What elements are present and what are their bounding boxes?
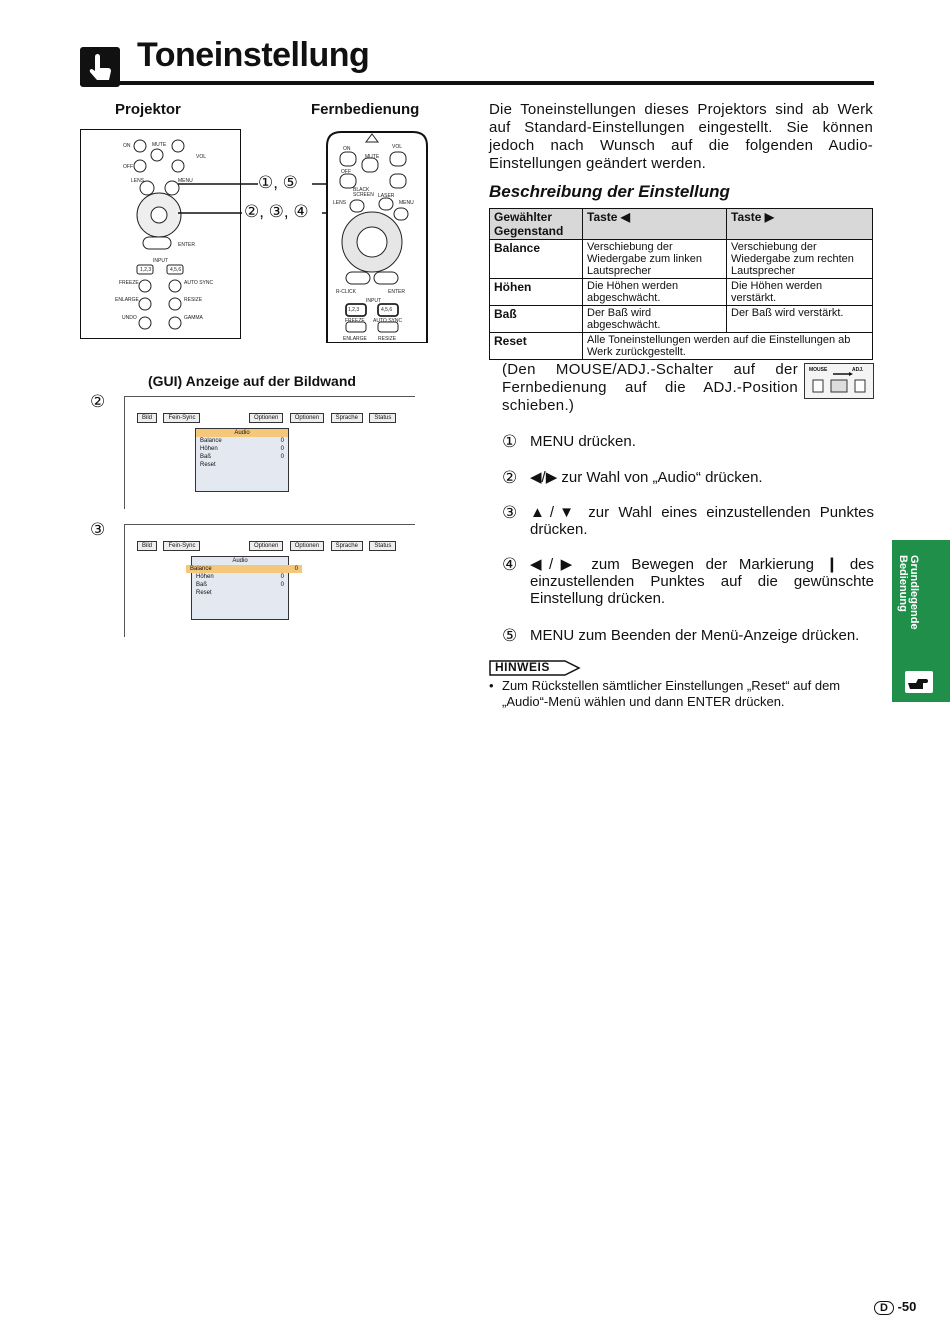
table-cell-right: Der Baß wird verstärkt.: [727, 306, 873, 333]
gui-menubar: [137, 534, 398, 552]
menu-tab-fein-sync: Fein-Sync: [163, 541, 200, 551]
table-cell-left: Verschiebung der Wiedergabe zum linken Lautsprecher: [583, 240, 727, 279]
page-title: Toneinstellung: [137, 36, 370, 74]
switch-adj-label: ADJ.: [852, 367, 864, 373]
remote-enter-label: ENTER: [388, 289, 405, 295]
remote-autosync-label: AUTO SYNC: [373, 318, 403, 324]
intro-paragraph: Die Toneinstellungen dieses Projektors sind ab Werk auf Standard-Einstellungen eingestellt. Sie können jedoch nach Wunsch auf die folgenden Audio-Einstellungen geändert werden.: [489, 101, 873, 172]
table-cell-item: Reset: [490, 333, 583, 360]
audio-row-hoehen: [196, 445, 288, 453]
mouse-adj-note: (Den MOUSE/ADJ.-Schalter auf der Fernbedienung auf die ADJ.-Position schieben.): [502, 361, 798, 414]
step-text: MENU zum Beenden der Menü-Anzeige drücken.: [530, 627, 860, 644]
menu-tab-bild: Bild: [137, 413, 157, 423]
callout-1-5: ①, ⑤: [258, 173, 298, 192]
remote-label: Fernbedienung: [311, 101, 420, 118]
remote-laser-label: LASER: [378, 193, 395, 199]
table-row: [490, 240, 873, 279]
projector-label: Projektor: [115, 101, 181, 118]
title-rule: [80, 81, 874, 85]
screen-step-3-number: ③: [90, 520, 106, 539]
proj-enlarge-label: ENLARGE: [115, 297, 139, 303]
audio-row-hoehen: [192, 573, 288, 581]
audio-menu-box: [190, 556, 298, 620]
hand-pointer-icon: [905, 671, 933, 693]
step-1: [502, 433, 874, 450]
menu-tab-bild: Bild: [137, 541, 157, 551]
proj-lens-label: LENS: [131, 178, 145, 184]
hinweis-note: [489, 678, 873, 710]
remote-input-label: INPUT: [366, 298, 381, 304]
table-cell-reset-desc: Alle Toneinstellungen werden auf die Einstellungen ab Werk zurückgestellt.: [583, 333, 873, 360]
table-header-row: [490, 209, 873, 240]
table-header-right-key: Taste ▶: [727, 209, 873, 240]
row-value: 0: [280, 454, 284, 460]
remote-control: [322, 128, 432, 343]
proj-123-label: 1,2,3: [140, 267, 152, 273]
table-cell-item: Baß: [490, 306, 583, 333]
gui-screen-audio-menu: [124, 396, 415, 509]
table-cell-item: Höhen: [490, 279, 583, 306]
side-tab-label: Grundlegende Bedienung: [897, 555, 920, 630]
proj-resize-label: RESIZE: [184, 297, 203, 303]
remote-on-label: ON: [343, 146, 351, 152]
row-value: 0: [280, 574, 284, 580]
table-row: [490, 333, 873, 360]
row-value: 0: [280, 438, 284, 444]
gui-menubar: [137, 406, 398, 424]
audio-row-bass: [196, 453, 288, 461]
step-text: ◀/▶ zur Wahl von „Audio“ drücken.: [530, 469, 763, 486]
proj-mute-label: MUTE: [152, 142, 167, 148]
section-title: Beschreibung der Einstellung: [489, 182, 730, 201]
gui-title: (GUI) Anzeige auf der Bildwand: [148, 373, 356, 389]
step-text: ▲/▼ zur Wahl eines einzustellenden Punktes drücken.: [530, 504, 874, 538]
row-label: Balance: [200, 438, 222, 444]
proj-enter-label: ENTER: [178, 242, 195, 248]
audio-menu-box: [195, 428, 289, 492]
menu-tab-optionen-2: Optionen: [290, 541, 324, 551]
step-2: [502, 469, 874, 486]
screen-step-2-number: ②: [90, 392, 106, 411]
menu-tab-status: Status: [369, 541, 396, 551]
audio-row-balance-selected: [186, 565, 302, 573]
remote-enlarge-label: ENLARGE: [343, 336, 367, 342]
row-value: 0: [280, 582, 284, 588]
switch-slider-icon: [809, 372, 869, 394]
hinweis-note-text: Zum Rückstellen sämtlicher Einstellungen „Reset“ auf dem „Audio“-Menü wählen und dann ENTER drücken.: [502, 678, 841, 709]
row-value: 0: [280, 446, 284, 452]
proj-vol-label: VOL: [196, 154, 207, 160]
step-number: ④: [502, 555, 518, 574]
remote-freeze-label: FREEZE: [345, 318, 365, 324]
row-label: Reset: [200, 462, 216, 468]
remote-123-label: 1,2,3: [348, 307, 360, 313]
step-4: [502, 556, 874, 607]
table-cell-left: Die Höhen werden abgeschwächt.: [583, 279, 727, 306]
step-number: ②: [502, 468, 518, 487]
audio-row-bass: [192, 581, 288, 589]
menu-tab-sprache: Sprache: [331, 413, 363, 423]
row-label: Reset: [196, 590, 212, 596]
menu-tab-sprache: Sprache: [331, 541, 363, 551]
gui-screen-audio-selected: [124, 524, 415, 637]
row-label: Balance: [190, 566, 212, 572]
proj-menu-label: MENU: [178, 178, 193, 184]
menu-tab-optionen-1: Optionen: [249, 413, 283, 423]
row-label: Baß: [196, 582, 208, 588]
step-text: ◀/▶ zum Bewegen der Markierung ❙ des einzustellenden Punktes auf die gewünschte Einstellung drücken.: [530, 556, 874, 607]
hinweis-label: HINWEIS: [495, 660, 550, 674]
table-header-left-key: Taste ◀: [583, 209, 727, 240]
switch-mouse-label: MOUSE: [809, 367, 828, 373]
bullet: •: [489, 678, 494, 693]
row-label: Baß: [200, 454, 212, 460]
callout-2-3-4: ②, ③, ④: [244, 202, 309, 221]
step-3: [502, 504, 874, 538]
proj-autosync-label: AUTO SYNC: [184, 280, 214, 286]
page-badge: D: [874, 1301, 894, 1315]
remote-black-screen-label: BLACK SCREEN: [353, 187, 374, 198]
table-cell-left: Der Baß wird abgeschwächt.: [583, 306, 727, 333]
row-value: 0: [294, 566, 298, 572]
step-text: MENU drücken.: [530, 433, 636, 450]
row-label: Höhen: [196, 574, 214, 580]
proj-freeze-label: FREEZE: [119, 280, 139, 286]
settings-table: [489, 208, 873, 360]
proj-456-label: 4,5,6: [170, 267, 182, 273]
remote-mute-label: MUTE: [365, 154, 380, 160]
step-5: [502, 627, 874, 644]
page-number-text: -50: [897, 1299, 917, 1314]
menu-tab-status: Status: [369, 413, 396, 423]
remote-menu-label: MENU: [399, 200, 414, 206]
proj-off-label: OFF: [123, 164, 133, 170]
remote-lens-label: LENS: [333, 200, 347, 206]
audio-menu-title: Audio: [196, 429, 288, 437]
page-number: [874, 1299, 916, 1315]
step-number: ⑤: [502, 626, 518, 645]
audio-menu-title: Audio: [232, 558, 248, 564]
audio-row-reset: [192, 589, 288, 597]
table-cell-item: Balance: [490, 240, 583, 279]
menu-tab-optionen-2: Optionen: [290, 413, 324, 423]
proj-on-label: ON: [123, 143, 131, 149]
table-header-item: Gewählter Gegenstand: [490, 209, 583, 240]
menu-tab-optionen-1: Optionen: [249, 541, 283, 551]
remote-resize-label: RESIZE: [378, 336, 397, 342]
menu-tab-fein-sync: Fein-Sync: [163, 413, 200, 423]
proj-input-label: INPUT: [153, 258, 168, 264]
remote-vol-label: VOL: [392, 144, 403, 150]
table-row: [490, 306, 873, 333]
step-number: ①: [502, 432, 518, 451]
audio-row-balance: [196, 437, 288, 445]
remote-off-label: OFF: [341, 169, 351, 175]
row-label: Höhen: [200, 446, 218, 452]
audio-row-reset: [196, 461, 288, 469]
proj-undo-label: UNDO: [122, 315, 137, 321]
table-cell-right: Die Höhen werden verstärkt.: [727, 279, 873, 306]
remote-456-label: 4,5,6: [381, 307, 393, 313]
table-row: [490, 279, 873, 306]
table-cell-right: Verschiebung der Wiedergabe zum rechten Lautsprecher: [727, 240, 873, 279]
step-number: ③: [502, 503, 518, 522]
mouse-adj-switch-diagram: [804, 363, 874, 399]
remote-rclick-label: R-CLICK: [336, 289, 357, 295]
proj-gamma-label: GAMMA: [184, 315, 203, 321]
